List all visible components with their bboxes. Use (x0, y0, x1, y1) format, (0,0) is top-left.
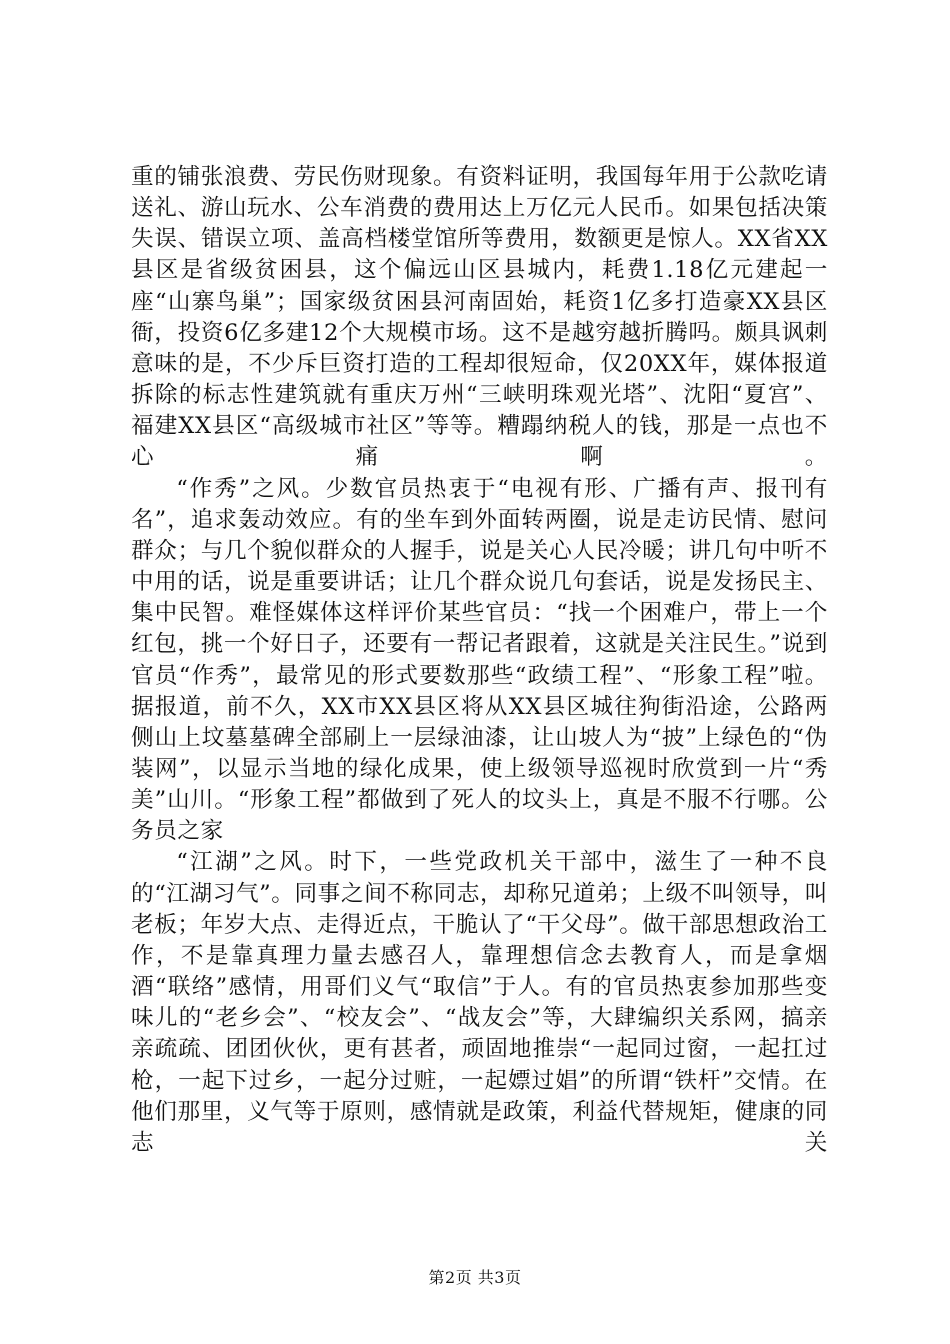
paragraph-3: “江湖”之风。时下，一些党政机关干部中，滋生了一种不良的“江湖习气”。同事之间不称同志，却称兄道弟；上级不叫领导，叫老板；年岁大点、走得近点，干脆认了“干父母”。做干部思想政治工作，不是靠真理力量去感召人，靠理想信念去教育人，而是拿烟酒“联络”感情，用哥们义气“取信”于人。有的官员热衷参加那些变味儿的“老乡会”、“校友会”、“战友会”等，大肆编织关系网，搞亲亲疏疏、团团伙伙，更有甚者，顽固地推崇“一起同过窗，一起扛过枪，一起下过乡，一起分过赃，一起嫖过娼”的所谓“铁杆”交情。在他们那里，义气等于原则，感情就是政策，利益代替规矩，健康的同志关 (131, 849, 828, 1156)
page-number-footer: 第2页 共3页 (428, 1268, 522, 1287)
body-text (131, 162, 828, 1159)
paragraph-1: 重的铺张浪费、劳民伤财现象。有资料证明，我国每年用于公款吃请送礼、游山玩水、公车消费的费用达上万亿元人民币。如果包括决策失误、错误立项、盖高档楼堂馆所等费用，数额更是惊人。XX省XX县区是省级贫困县，这个偏远山区县城内，耗费1.18亿元建起一座“山寨鸟巢”；国家级贫困县河南固始，耗资1亿多打造豪XX县区衙，投资6亿多建12个大规模市场。这不是越穷越折腾吗。颇具讽刺意味的是，不少斥巨资打造的工程却很短命，仅20XX年，媒体报道拆除的标志性建筑就有重庆万州“三峡明珠观光塔”、沈阳“夏宫”、福建XX县区“高级城市社区”等等。糟蹋纳税人的钱，那是一点也不心痛啊。 (131, 164, 828, 471)
paragraph-2: “作秀”之风。少数官员热衷于“电视有形、广播有声、报刊有名”，追求轰动效应。有的坐车到外面转两圈，说是走访民情、慰问群众；与几个貌似群众的人握手，说是关心人民冷暖；讲几句中听不中用的话，说是重要讲话；让几个群众说几句套话，说是发扬民主、集中民智。难怪媒体这样评价某些官员：“找一个困难户，带上一个红包，挑一个好日子，还要有一帮记者跟着，这就是关注民生。”说到官员“作秀”，最常见的形式要数那些“政绩工程”、“形象工程”啦。据报道，前不久，XX市XX县区将从XX县区城往狗街沿途，公路两侧山上坟墓墓碑全部刷上一层绿油漆，让山坡人为“披”上绿色的“伪装网”，以显示当地的绿化成果，使上级领导巡视时欣赏到一片“秀美”山川。“形象工程”都做到了死人的坟头上，真是不服不行哪。公务员之家 (131, 475, 828, 845)
